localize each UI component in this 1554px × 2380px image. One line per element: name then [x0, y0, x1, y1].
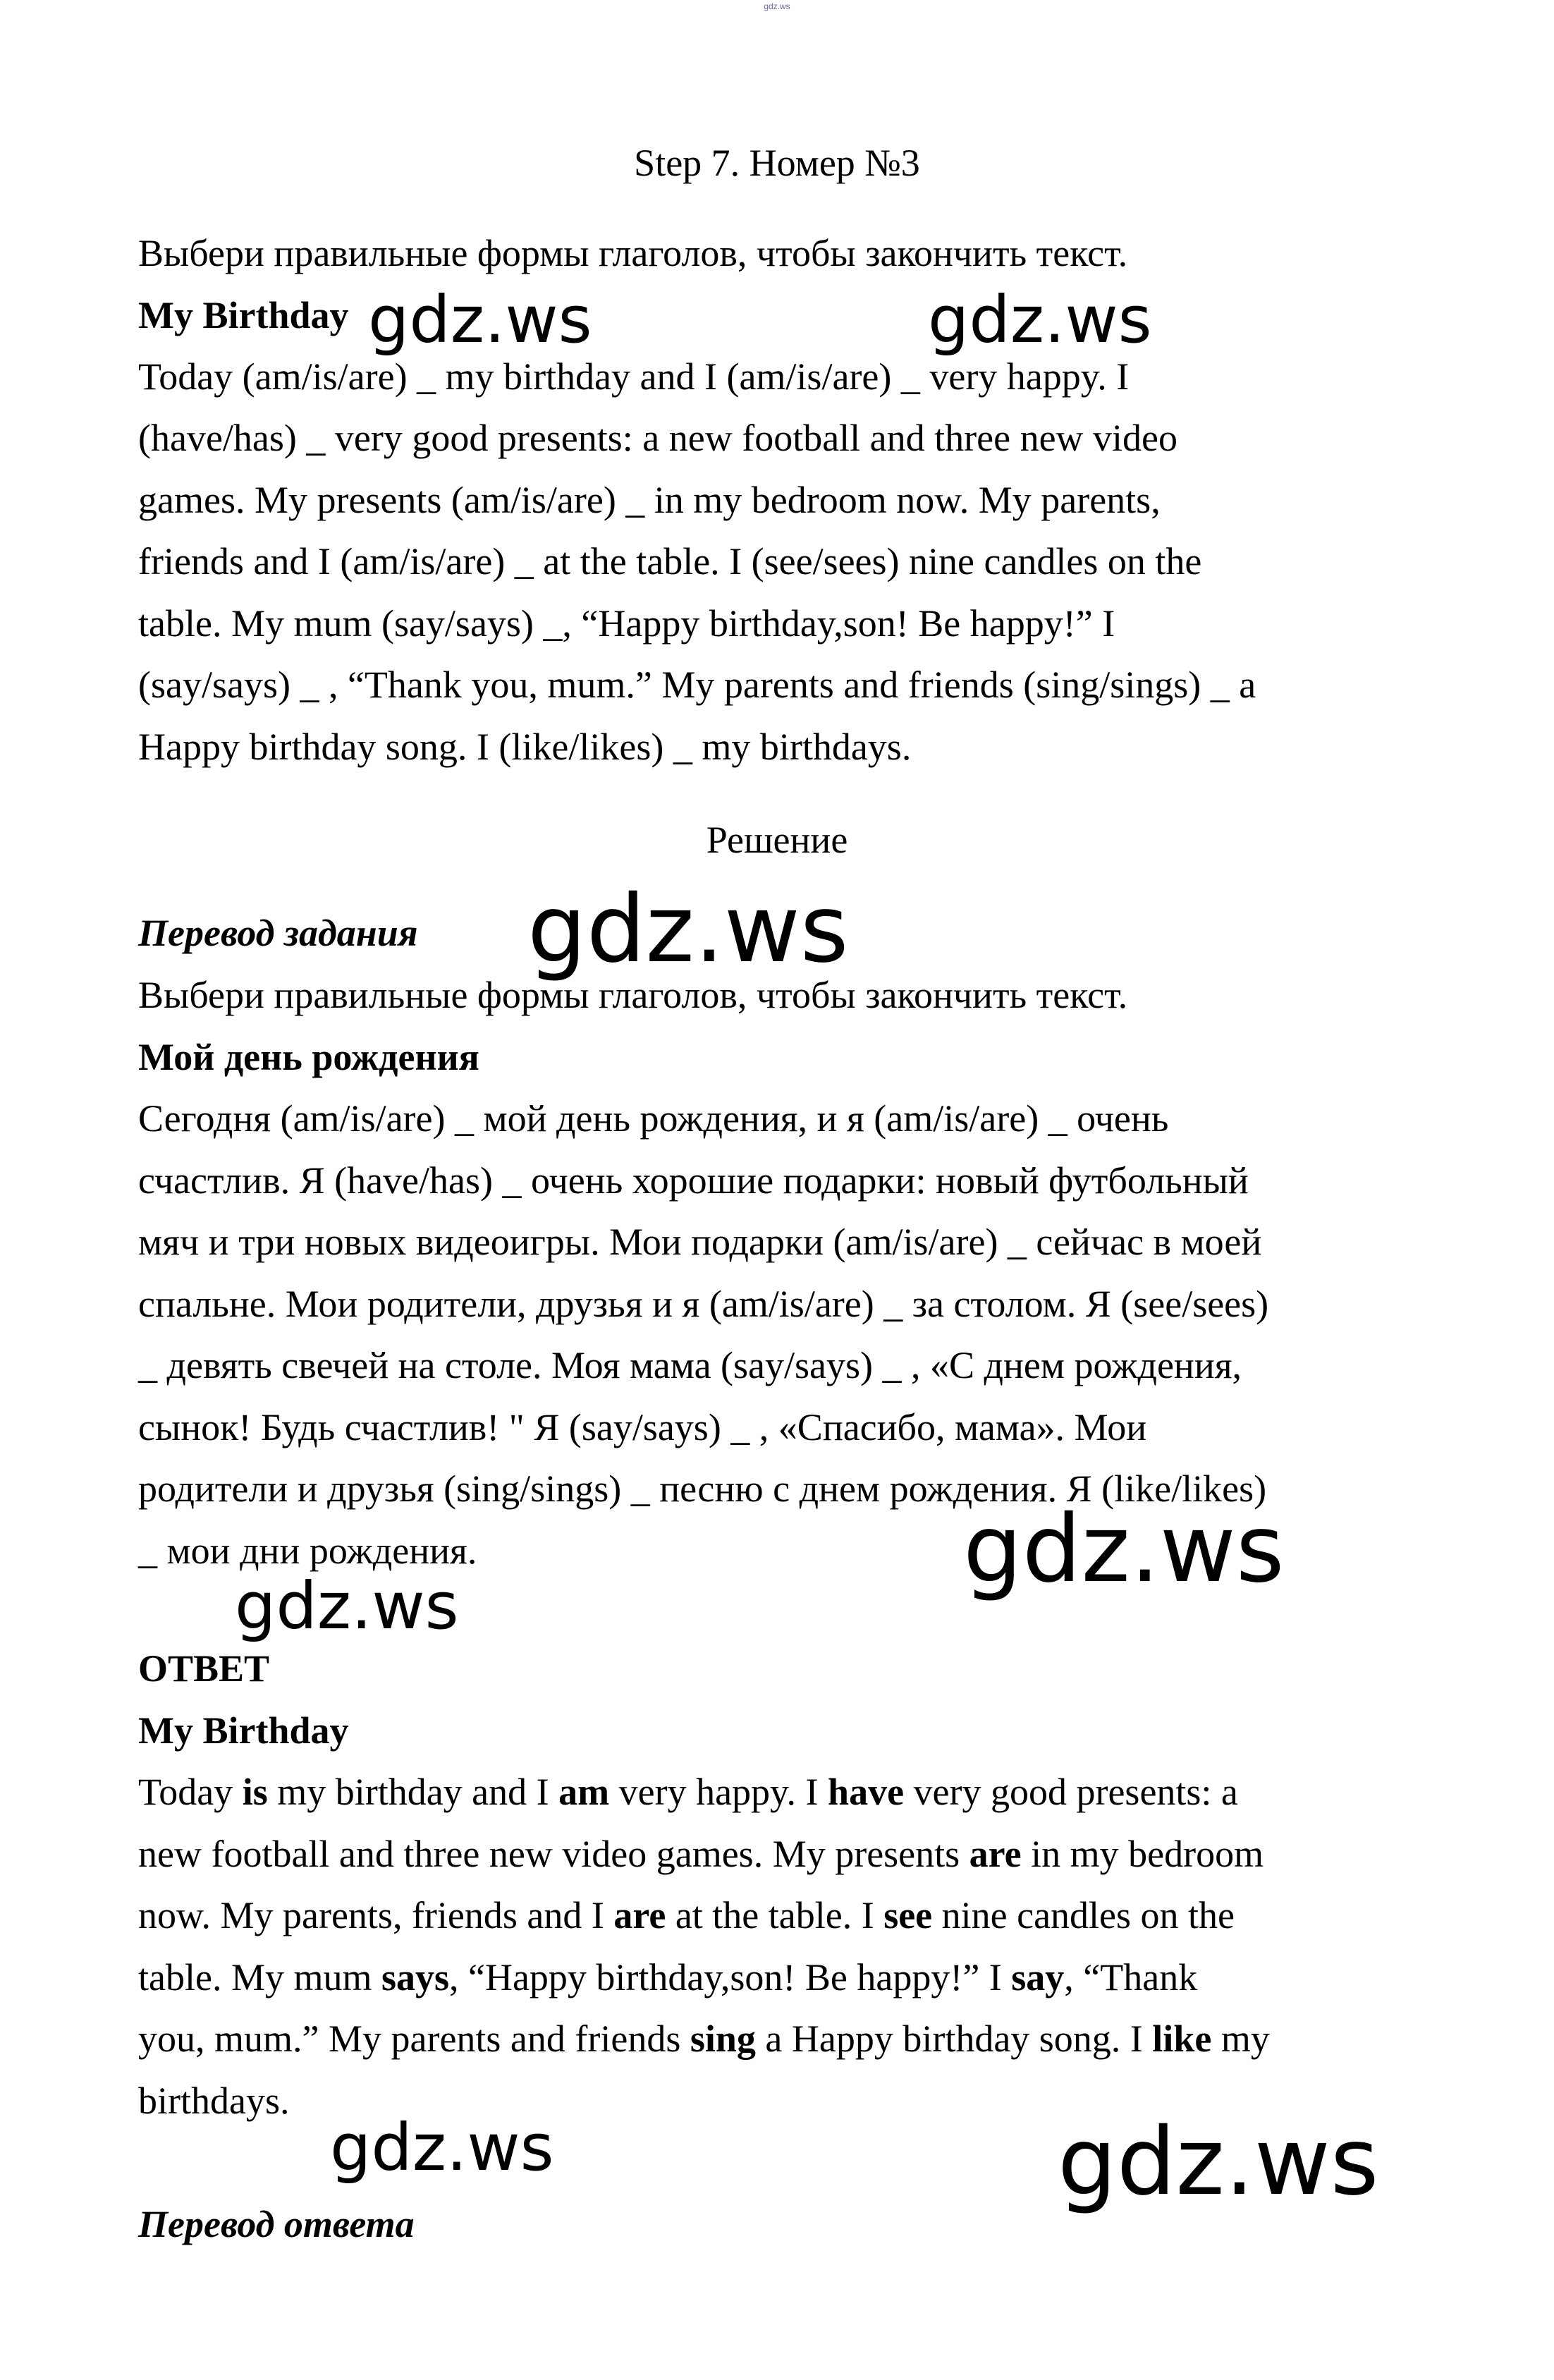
answer-translation-heading: Перевод ответа [138, 2203, 415, 2245]
translation-line: _ девять свечей на столе. Моя мама (say/says) _ , «С днем рождения, [138, 1344, 1242, 1386]
task-instruction: Выбери правильные формы глаголов, чтобы закончить текст. [138, 232, 1128, 274]
solution-label: Решение [706, 819, 848, 861]
answer-text: new football and three new video games. My presents [138, 1833, 969, 1875]
top-watermark: gdz.ws [764, 1, 790, 11]
watermark: gdz.ws [1058, 2108, 1379, 2216]
answer-verb: like [1152, 2018, 1212, 2060]
answer-text: , “Happy birthday,son! Be happy!” I [449, 1956, 1012, 1998]
answer-text: my [1211, 2018, 1270, 2060]
answer-text: Today [138, 1771, 243, 1813]
watermark: gdz.ws [235, 1568, 459, 1644]
task-line: Happy birthday song. I (like/likes) _ my birthdays. [138, 726, 912, 768]
translation-line: _ мои дни рождения. [138, 1530, 477, 1572]
translation-line: мяч и три новых видеоигры. Мои подарки (am/is/are) _ сейчас в моей [138, 1221, 1262, 1263]
answer-line: birthdays. [138, 2080, 290, 2122]
task-heading: My Birthday [138, 294, 349, 336]
answer-text: a Happy birthday song. I [755, 2018, 1153, 2060]
answer-text: very good presents: a [904, 1771, 1238, 1813]
translation-line: сынок! Будь счастлив! " Я (say/says) _ , «Спасибо, мама». Мои [138, 1406, 1147, 1448]
watermark: gdz.ws [330, 2110, 554, 2185]
answer-label: ОТВЕТ [138, 1647, 270, 1690]
answer-text: table. My mum [138, 1956, 381, 1998]
watermark: gdz.ws [527, 875, 849, 984]
translation-instruction: Выбери правильные формы глаголов, чтобы закончить текст. [138, 974, 1128, 1016]
watermark: gdz.ws [963, 1495, 1285, 1604]
answer-line [138, 1770, 1238, 1814]
task-line: Today (am/is/are) _ my birthday and I (am/is/are) _ very happy. I [138, 355, 1130, 398]
answer-text: my birthday and I [267, 1771, 559, 1813]
translation-line: Сегодня (am/is/are) _ мой день рождения, и я (am/is/are) _ очень [138, 1097, 1169, 1140]
translation-title: Мой день рождения [138, 1036, 479, 1078]
watermark: gdz.ws [928, 282, 1152, 358]
answer-verb: am [558, 1771, 610, 1813]
answer-line [138, 2017, 1270, 2061]
task-line: games. My presents (am/is/are) _ in my bedroom now. My parents, [138, 479, 1161, 521]
answer-text: at the table. I [666, 1894, 884, 1936]
answer-line [138, 1955, 1197, 1999]
translation-line: родители и друзья (sing/sings) _ песню с днем рождения. Я (like/likes) [138, 1467, 1267, 1510]
answer-verb: is [242, 1771, 268, 1813]
answer-verb: have [828, 1771, 905, 1813]
watermark: gdz.ws [368, 282, 592, 358]
translation-line: спальне. Мои родители, друзья и я (am/is/are) _ за столом. Я (see/sees) [138, 1283, 1269, 1325]
answer-verb: see [883, 1894, 933, 1936]
translation-heading: Перевод задания [138, 912, 418, 954]
answer-text: now. My parents, friends and I [138, 1894, 614, 1936]
answer-verb: says [381, 1956, 449, 1998]
task-line: (say/says) _ , “Thank you, mum.” My parents and friends (sing/sings) _ a [138, 664, 1256, 706]
answer-text: , “Thank [1064, 1956, 1198, 1998]
page-title: Step 7. Номер №3 [634, 142, 920, 184]
task-line: table. My mum (say/says) _, “Happy birthday,son! Be happy!” I [138, 602, 1115, 645]
answer-line [138, 1832, 1264, 1876]
answer-verb: are [613, 1894, 666, 1936]
answer-verb: sing [690, 2018, 756, 2060]
translation-line: счастлив. Я (have/has) _ очень хорошие подарки: новый футбольный [138, 1159, 1249, 1202]
task-line: (have/has) _ very good presents: a new football and three new video [138, 417, 1178, 459]
task-line: friends and I (am/is/are) _ at the table. I (see/sees) nine candles on the [138, 540, 1202, 582]
answer-text: very happy. I [609, 1771, 828, 1813]
answer-text: nine candles on the [932, 1894, 1235, 1936]
answer-verb: say [1011, 1956, 1065, 1998]
answer-heading: My Birthday [138, 1709, 349, 1752]
answer-line [138, 1893, 1235, 1937]
answer-text: in my bedroom [1021, 1833, 1264, 1875]
answer-verb: are [969, 1833, 1022, 1875]
answer-text: you, mum.” My parents and friends [138, 2018, 690, 2060]
